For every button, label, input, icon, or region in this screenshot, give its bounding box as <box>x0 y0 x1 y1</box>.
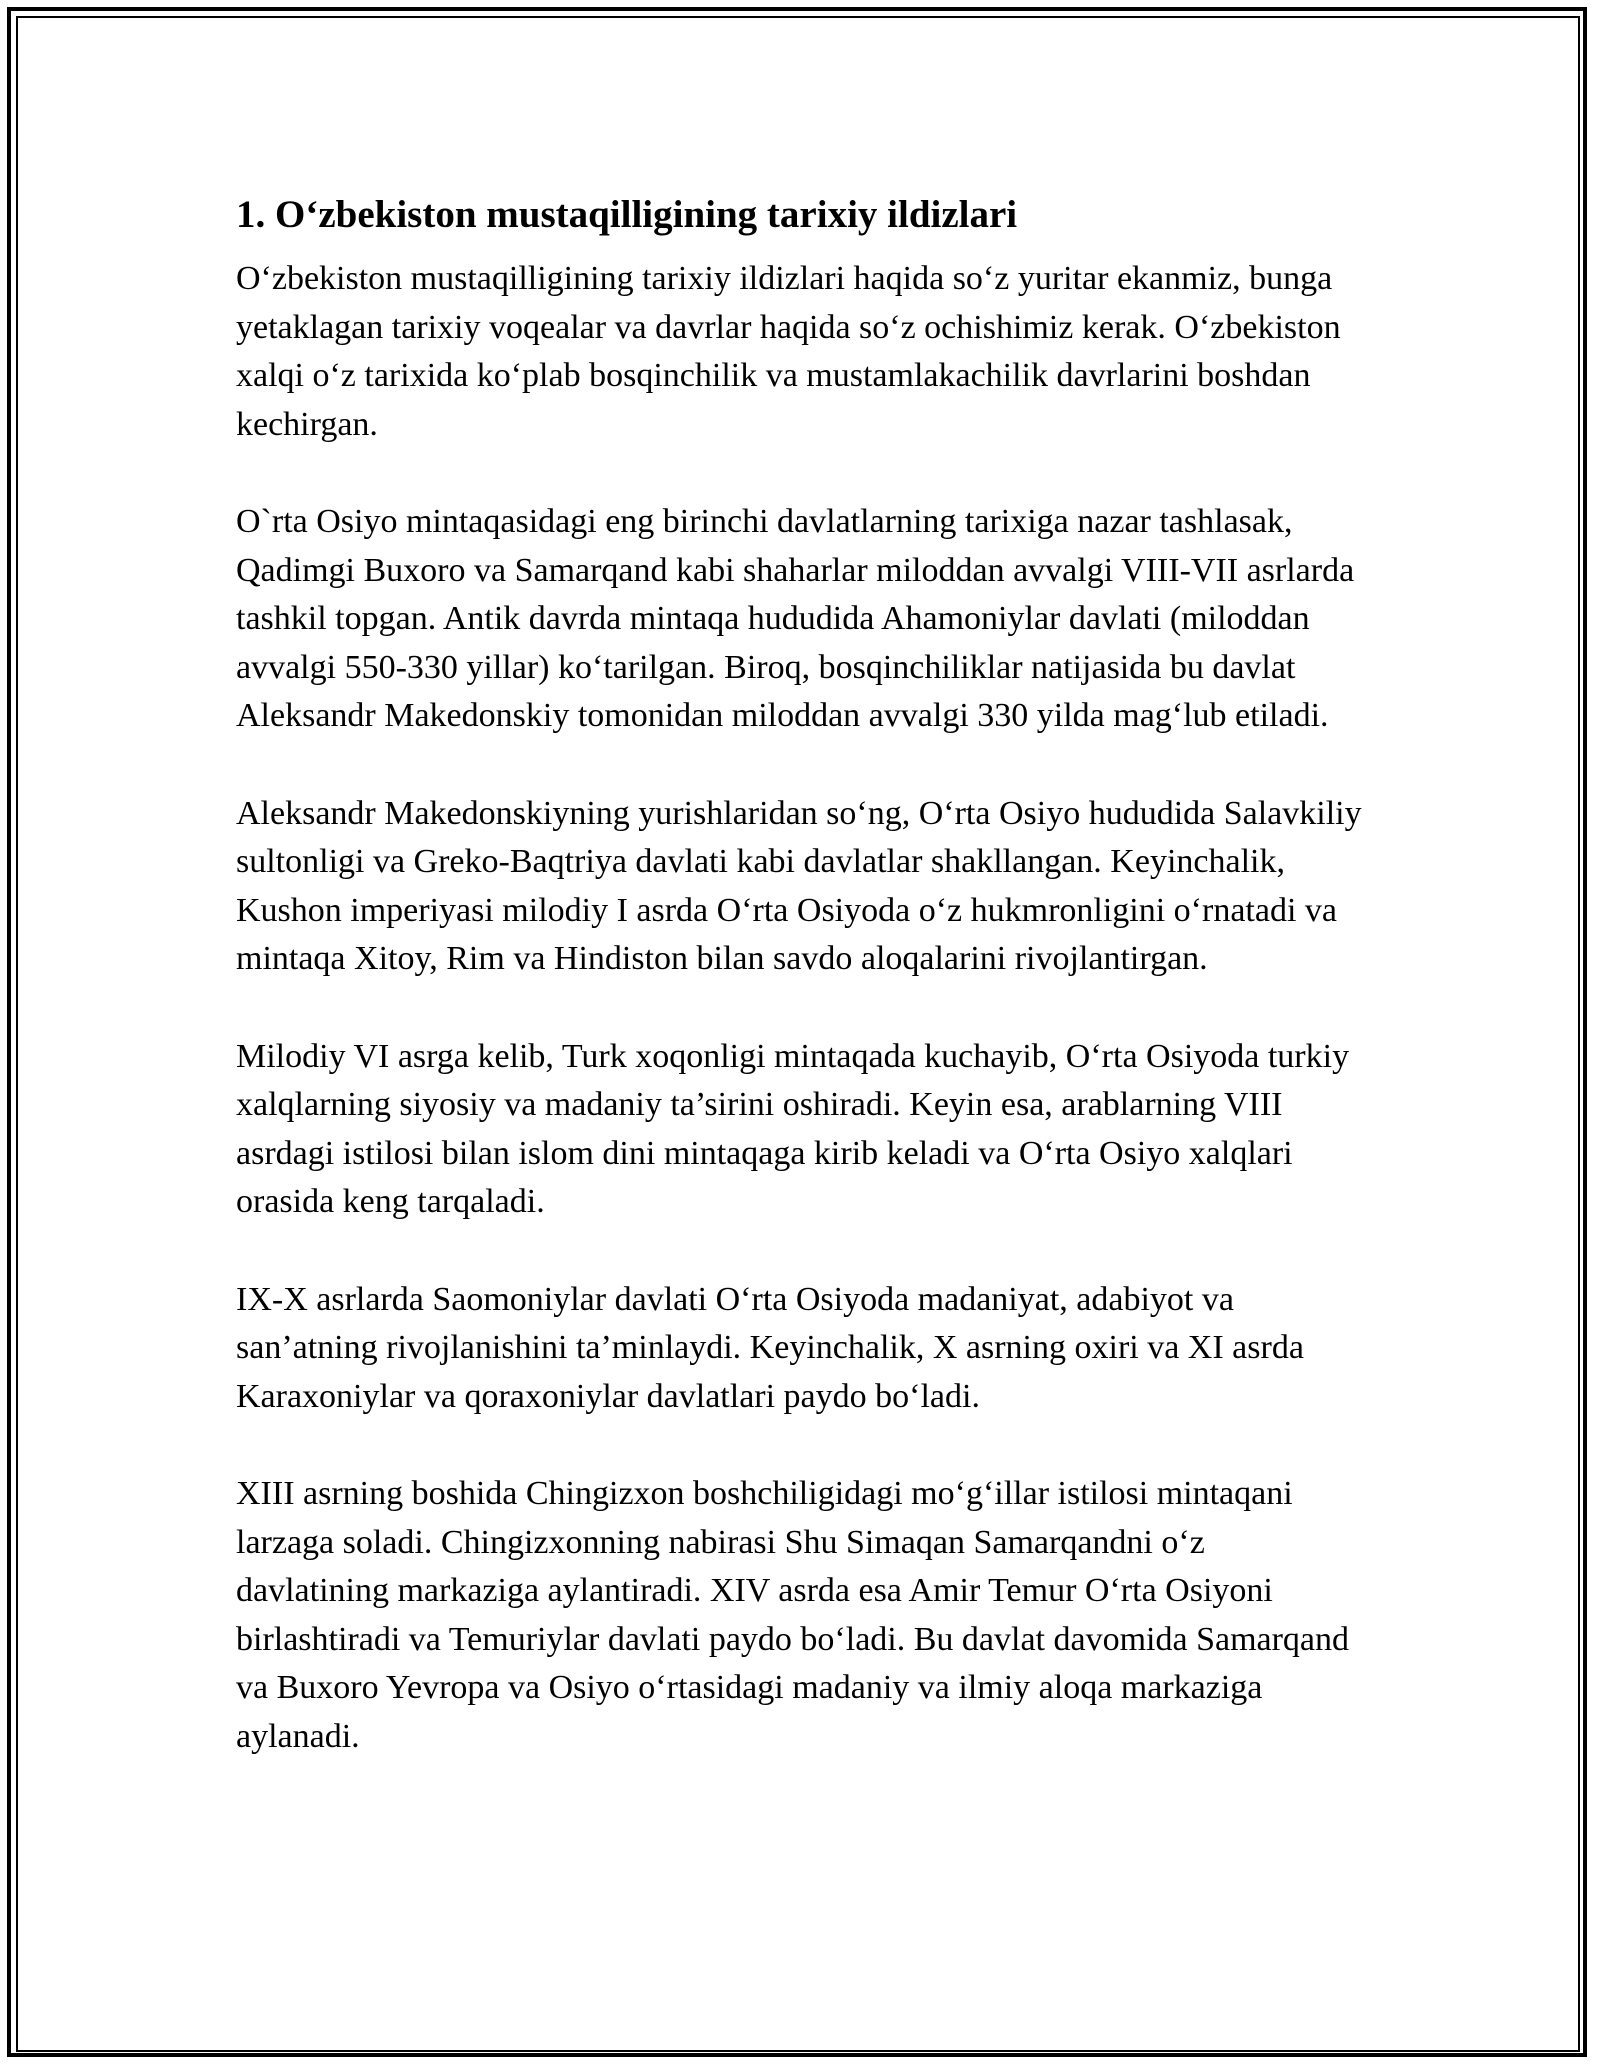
paragraph-samanids: IX-X asrlarda Saomoniylar davlati O‘rta Osiyoda madaniyat, adabiyot va san’atning rivojlanishini ta’minlaydi. Keyinchalik, X asrning oxiri va XI asrda Karaxoniylar va qoraxoniylar davlatlari paydo bo‘ladi. <box>236 1280 1304 1415</box>
paragraph-first-states: O`rta Osiyo mintaqasidagi eng birinchi davlatlarning tarixiga nazar tashlasak, Qadimgi Buxoro va Samarqand kabi shaharlar miloddan avvalgi VIII-VII asrlarda tashkil topgan. Antik davrda mintaqa hududida Ahamoniylar davlati (miloddan avvalgi 550-330 yillar) ko‘tarilgan. Biroq, bosqinchiliklar natijasida bu davlat Aleksandr Makedonskiy tomonidan miloddan avvalgi 330 yilda mag‘lub etiladi. <box>236 503 1355 734</box>
section-heading: 1. O‘zbekiston mustaqilligining tarixiy ildizlari <box>236 193 1018 236</box>
paragraph-mongols-timurids: XIII asrning boshida Chingizxon boshchiligidagi mo‘g‘illar istilosi mintaqani larzaga soladi. Chingizxonning nabirasi Shu Simaqan Samarqandni o‘z davlatining markaziga aylantiradi. XIV asrda esa Amir Temur O‘rta Osiyoni birlashtiradi va Temuriylar davlati paydo bo‘ladi. Bu davlat davomida Samarqand va Buxoro Yevropa va Osiyo o‘rtasidagi madaniy va ilmiy aloqa markaziga aylanadi. <box>236 1475 1350 1755</box>
paragraph-turkic-khaganate: Milodiy VI asrga kelib, Turk xoqonligi mintaqada kuchayib, O‘rta Osiyoda turkiy xalqlarning siyosiy va madaniy ta’sirini oshiradi. Keyin esa, arablarning VIII asrdagi istilosi bilan islom dini mintaqaga kirib keladi va O‘rta Osiyo xalqlari orasida keng tarqaladi. <box>236 1037 1350 1220</box>
paragraph-after-alexander: Aleksandr Makedonskiyning yurishlaridan so‘ng, O‘rta Osiyo hududida Salavkiliy sultonligi va Greko-Baqtriya davlati kabi davlatlar shakllangan. Keyinchalik, Kushon imperiyasi milodiy I asrda O‘rta Osiyoda o‘z hukmronligini o‘rnatadi va mintaqa Xitoy, Rim va Hindiston bilan savdo aloqalarini rivojlantirgan. <box>236 794 1362 977</box>
paragraph-independence-roots: O‘zbekiston mustaqilligining tarixiy ildizlari haqida so‘z yuritar ekanmiz, bunga yetaklagan tarixiy voqealar va davrlar haqida so‘z ochishimiz kerak. O‘zbekiston xalqi o‘z tarixida ko‘plab bosqinchilik va mustamlakachilik davrlarini boshdan kechirgan. <box>236 260 1341 443</box>
document-body <box>236 185 1366 1810</box>
